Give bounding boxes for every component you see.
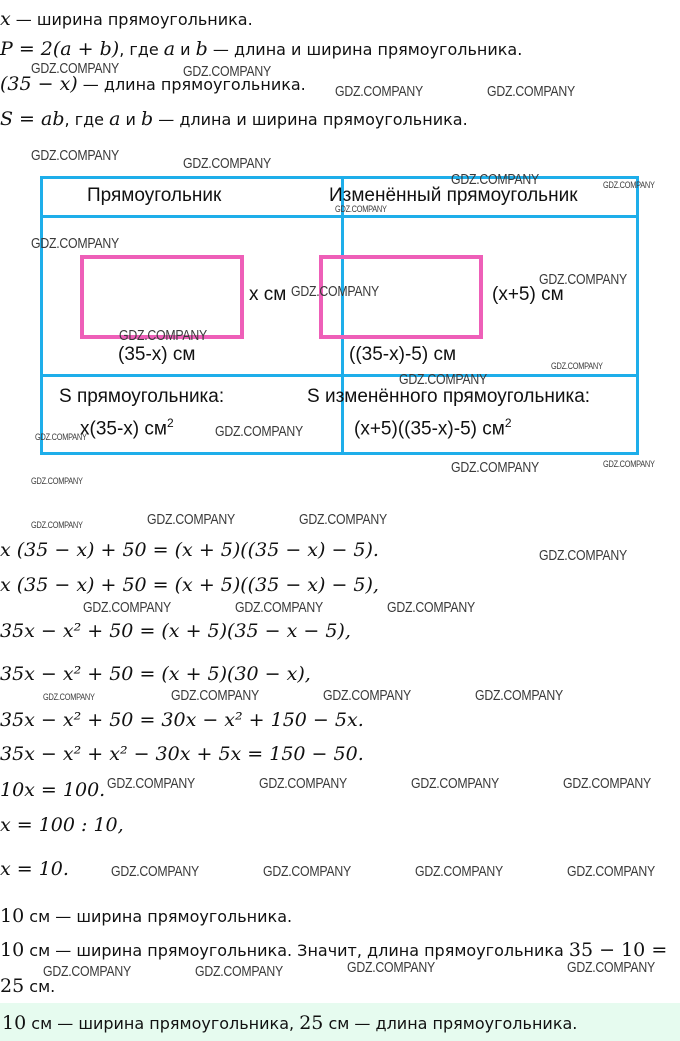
watermark: GDZ.COMPANY bbox=[291, 283, 379, 300]
equation-8: x = 100 : 10, bbox=[0, 814, 124, 836]
watermark: GDZ.COMPANY bbox=[399, 371, 487, 388]
watermark: GDZ.COMPANY bbox=[415, 863, 503, 880]
equation-5: 35x − x² + 50 = 30x − x² + 150 − 5x. bbox=[0, 709, 364, 731]
area-right-title: S изменённого прямоугольника: bbox=[307, 386, 591, 407]
watermark: GDZ.COMPANY bbox=[347, 959, 435, 976]
changed-width-label: (х+5) см bbox=[492, 284, 564, 305]
equation-7: 10x = 100. bbox=[0, 779, 106, 801]
rectangle-table bbox=[40, 176, 639, 455]
header-left: Прямоугольник bbox=[87, 185, 222, 206]
equation-9: x = 10. bbox=[0, 858, 69, 880]
conclusion-line-2: 10 см — ширина прямоугольника. Значит, длина прямоугольника 35 − 10 = bbox=[0, 939, 668, 961]
watermark: GDZ.COMPANY bbox=[119, 327, 207, 344]
intro-line-2: P = 2(a + b), где a и b — длина и ширина прямоугольника. bbox=[0, 38, 523, 60]
watermark: GDZ.COMPANY bbox=[171, 687, 259, 704]
watermark: GDZ.COMPANY bbox=[563, 775, 651, 792]
watermark: GDZ.COMPANY bbox=[107, 775, 195, 792]
area-right-value: (х+5)((35-х)-5) $см^2$ bbox=[354, 416, 512, 440]
original-length-label: (35-х) см bbox=[118, 344, 196, 365]
watermark: GDZ.COMPANY bbox=[43, 963, 131, 980]
intro-line-1: x — ширина прямоугольника. bbox=[0, 8, 253, 30]
intro-line-3: (35 − x) — длина прямоугольника. bbox=[0, 73, 306, 95]
conclusion-line-3: 25 см. bbox=[0, 975, 56, 997]
watermark: GDZ.COMPANY bbox=[31, 147, 119, 164]
watermark: GDZ.COMPANY bbox=[31, 235, 119, 252]
watermark: GDZ.COMPANY bbox=[111, 863, 199, 880]
equation-2: x (35 − x) + 50 = (x + 5)((35 − x) − 5), bbox=[0, 574, 379, 596]
watermark: GDZ.COMPANY bbox=[195, 963, 283, 980]
watermark: GDZ.COMPANY bbox=[235, 599, 323, 616]
watermark: GDZ.COMPANY bbox=[323, 687, 411, 704]
original-width-label: х см bbox=[249, 284, 287, 305]
answer-text: 10 см — ширина прямоугольника, 25 см — длина прямоугольника. bbox=[2, 1012, 578, 1034]
changed-length-label: ((35-х)-5) см bbox=[349, 344, 457, 365]
watermark: GDZ.COMPANY bbox=[539, 271, 627, 288]
watermark: GDZ.COMPANY bbox=[387, 599, 475, 616]
watermark: GDZ.COMPANY bbox=[487, 83, 575, 100]
header-right: Изменённый прямоугольник bbox=[329, 185, 578, 206]
equation-6: 35x − x² + x² − 30x + 5x = 150 − 50. bbox=[0, 743, 364, 765]
area-left-value: х(35-х) $см^2$ bbox=[80, 416, 174, 440]
watermark: GDZ.COMPANY bbox=[539, 547, 627, 564]
watermark: GDZ.COMPANY bbox=[183, 63, 271, 80]
table-divider-header bbox=[43, 215, 636, 218]
table-divider-area bbox=[43, 374, 636, 377]
watermark: GDZ.COMPANY bbox=[451, 171, 539, 188]
watermark: GDZ.COMPANY bbox=[567, 863, 655, 880]
watermark: GDZ.COMPANY bbox=[335, 204, 387, 214]
watermark: GDZ.COMPANY bbox=[31, 520, 83, 530]
watermark: GDZ.COMPANY bbox=[215, 423, 303, 440]
watermark: GDZ.COMPANY bbox=[31, 476, 83, 486]
watermark: GDZ.COMPANY bbox=[263, 863, 351, 880]
watermark: GDZ.COMPANY bbox=[35, 432, 87, 442]
watermark: GDZ.COMPANY bbox=[31, 60, 119, 77]
watermark: GDZ.COMPANY bbox=[567, 959, 655, 976]
watermark: GDZ.COMPANY bbox=[475, 687, 563, 704]
conclusion-line-1: 10 см — ширина прямоугольника. bbox=[0, 905, 293, 927]
watermark: GDZ.COMPANY bbox=[603, 180, 655, 190]
equation-3: 35x − x² + 50 = (x + 5)(35 − x − 5), bbox=[0, 620, 351, 642]
equation-1: x (35 − x) + 50 = (x + 5)((35 − x) − 5). bbox=[0, 539, 379, 561]
watermark: GDZ.COMPANY bbox=[183, 155, 271, 172]
answer-box bbox=[0, 1003, 680, 1041]
watermark: GDZ.COMPANY bbox=[259, 775, 347, 792]
watermark: GDZ.COMPANY bbox=[335, 83, 423, 100]
intro-line-4: S = ab, где a и b — длина и ширина прямоугольника. bbox=[0, 108, 468, 130]
equation-4: 35x − x² + 50 = (x + 5)(30 − x), bbox=[0, 663, 311, 685]
watermark: GDZ.COMPANY bbox=[551, 361, 603, 371]
watermark: GDZ.COMPANY bbox=[299, 511, 387, 528]
watermark: GDZ.COMPANY bbox=[451, 459, 539, 476]
watermark: GDZ.COMPANY bbox=[603, 459, 655, 469]
watermark: GDZ.COMPANY bbox=[411, 775, 499, 792]
watermark: GDZ.COMPANY bbox=[83, 599, 171, 616]
area-left-title: S прямоугольника: bbox=[59, 386, 225, 407]
watermark: GDZ.COMPANY bbox=[43, 692, 95, 702]
watermark: GDZ.COMPANY bbox=[147, 511, 235, 528]
